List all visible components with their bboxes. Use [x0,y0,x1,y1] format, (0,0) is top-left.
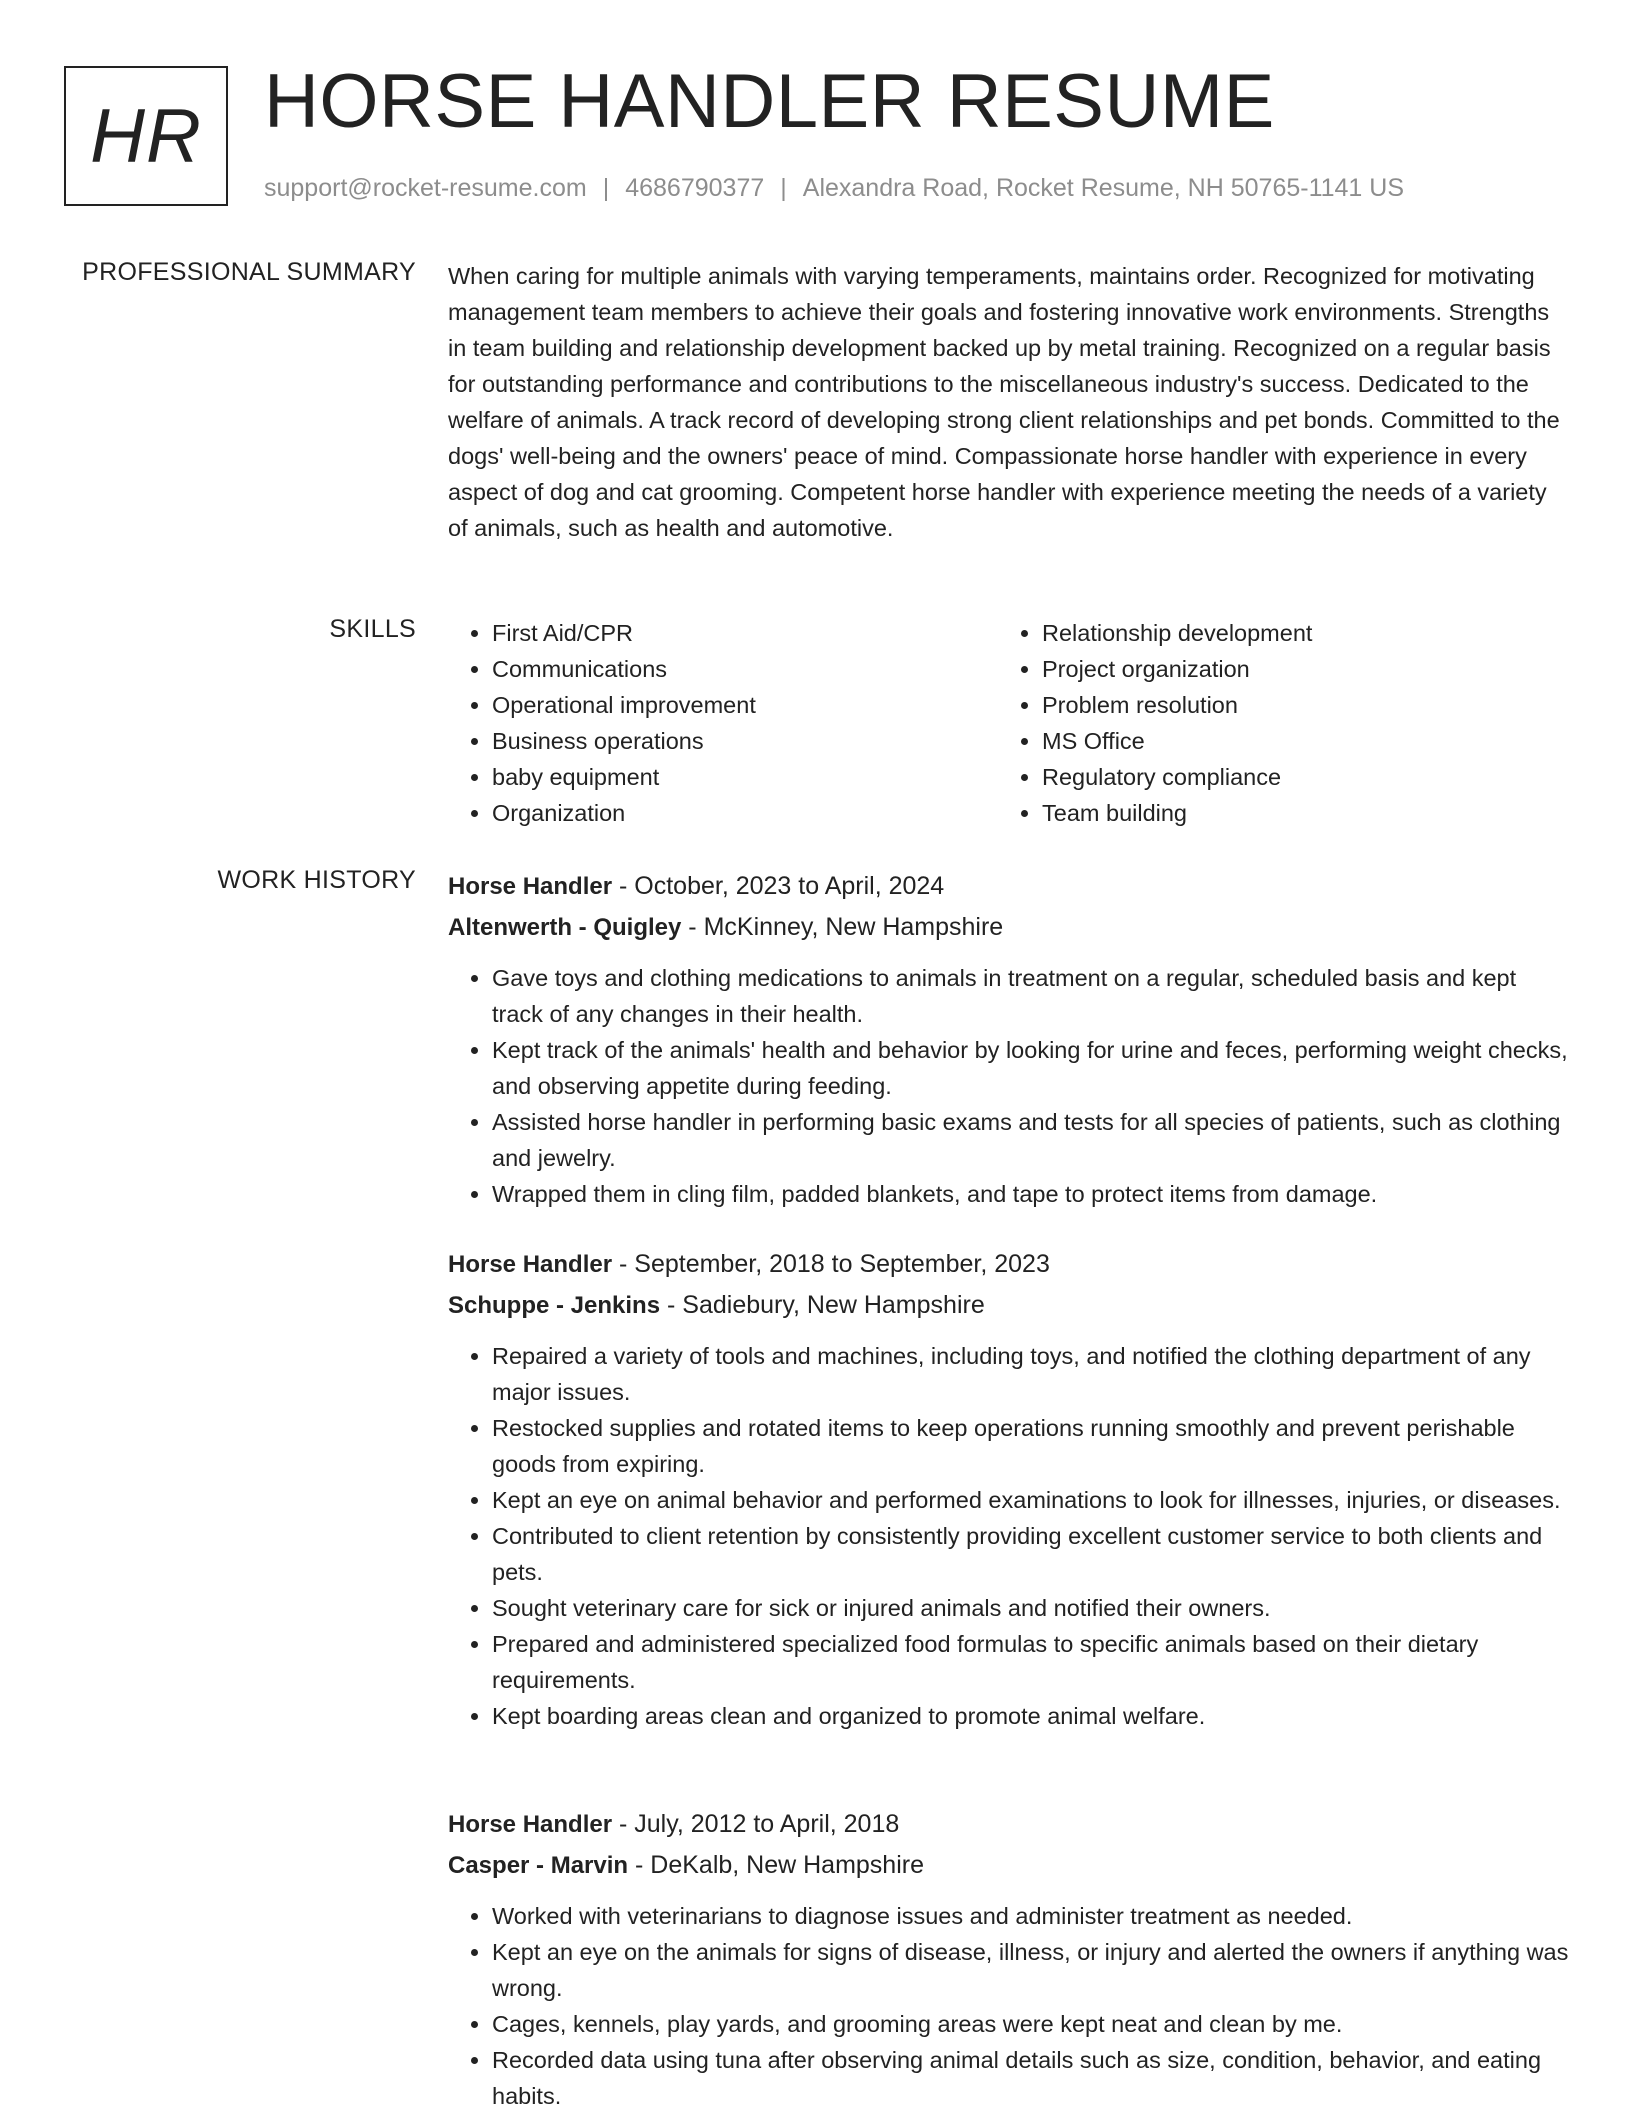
job-bullet: • Kept boarding areas clean and organized to promote animal welfare. [492,1698,1572,1734]
job-dates: - October, 2023 to April, 2024 [612,872,945,900]
contact-separator: | [602,174,610,202]
job-entry [448,1804,1572,2114]
skill-item: • MS Office [1042,723,1548,759]
job-title: Horse Handler [448,873,613,900]
page-title: HORSE HANDLER RESUME [264,59,1275,144]
job-bullet: • Contributed to client retention by consistently providing excellent customer service to both clients and pets. [492,1518,1572,1590]
work-history-label: WORK HISTORY [217,866,416,894]
job-title-line [448,1804,1572,1845]
job-company: Altenwerth - Quigley [448,914,682,941]
job-dates: - July, 2012 to April, 2018 [612,1810,900,1838]
skill-item: • Team building [1042,795,1548,831]
skill-item: • Relationship development [1042,615,1548,651]
skills-content [448,615,1572,831]
job-title: Horse Handler [448,1251,613,1278]
skills-label: SKILLS [329,615,416,643]
job-entry [448,866,1572,1212]
job-company: Schuppe - Jenkins [448,1292,661,1319]
job-bullet: • Recorded data using tuna after observing animal details such as size, condition, behavior, and eating habits. [492,2042,1572,2114]
contact-separator: | [780,174,787,202]
contact-email: support@rocket-resume.com [264,174,587,202]
job-location: - McKinney, New Hampshire [681,913,1004,941]
skills-list-right [998,615,1548,831]
contact-phone: 4686790377 [625,174,765,202]
contact-line [264,174,1404,203]
skill-item: • Business operations [492,723,998,759]
job-bullet: • Restocked supplies and rotated items to keep operations running smoothly and prevent perishable goods from expiring. [492,1410,1572,1482]
job-title: Horse Handler [448,1811,613,1838]
summary-content [448,258,1572,546]
job-bullet: • Kept an eye on the animals for signs of disease, illness, or injury and alerted the owners if anything was wrong. [492,1934,1572,2006]
job-location: - DeKalb, New Hampshire [628,1851,924,1879]
job-dates: - September, 2018 to September, 2023 [612,1250,1050,1278]
job-title-line [448,1244,1572,1285]
job-bullets [448,1898,1572,2114]
skill-item: • Communications [492,651,998,687]
job-company-line [448,907,1572,948]
job-bullet: • Assisted horse handler in performing basic exams and tests for all species of patients, such as clothing and jewelry. [492,1104,1572,1176]
job-title-line [448,866,1572,907]
job-company: Casper - Marvin [448,1852,629,1879]
job-bullet: • Prepared and administered specialized food formulas to specific animals based on their dietary requirements. [492,1626,1572,1698]
skill-item: • Project organization [1042,651,1548,687]
skill-item: • First Aid/CPR [492,615,998,651]
contact-address: Alexandra Road, Rocket Resume, NH 50765-1141 US [802,174,1405,202]
job-bullet: • Wrapped them in cling film, padded blankets, and tape to protect items from damage. [492,1176,1572,1212]
skill-item: • Operational improvement [492,687,998,723]
job-entry [448,1244,1572,1734]
job-bullets [448,960,1572,1212]
summary-label: PROFESSIONAL SUMMARY [82,258,416,286]
skill-item: • Organization [492,795,998,831]
skills-list-left [448,615,998,831]
job-company-line [448,1285,1572,1326]
job-bullet: • Repaired a variety of tools and machines, including toys, and notified the clothing department of any major issues. [492,1338,1572,1410]
job-location: - Sadiebury, New Hampshire [660,1291,985,1319]
job-company-line [448,1845,1572,1886]
job-bullet: • Kept track of the animals' health and behavior by looking for urine and feces, performing weight checks, and observing appetite during feeding. [492,1032,1572,1104]
job-bullet: • Gave toys and clothing medications to animals in treatment on a regular, scheduled basis and kept track of any changes in their health. [492,960,1572,1032]
summary-text: When caring for multiple animals with varying temperaments, maintains order. Recognized for motivating management team members to achieve their goals and fostering innovative work environments. Strengths in team building and relationship development backed up by metal training. Recognized on a regular basis for outstanding performance and contributions to the miscellaneous industry's success. Dedicated to the welfare of animals. A track record of developing strong client relationships and pet bonds. Committed to the dogs' well-being and the owners' peace of mind. Compassionate horse handler with experience in every aspect of dog and cat grooming. Competent horse handler with experience meeting the needs of a variety of animals, such as health and automotive. [448,263,1560,541]
job-bullets [448,1338,1572,1734]
skill-item: • Problem resolution [1042,687,1548,723]
job-bullet: • Cages, kennels, play yards, and grooming areas were kept neat and clean by me. [492,2006,1572,2042]
job-bullet: • Sought veterinary care for sick or injured animals and notified their owners. [492,1590,1572,1626]
skill-item: • Regulatory compliance [1042,759,1548,795]
job-bullet: • Worked with veterinarians to diagnose issues and administer treatment as needed. [492,1898,1572,1934]
job-bullet: • Kept an eye on animal behavior and performed examinations to look for illnesses, injuries, or diseases. [492,1482,1572,1518]
monogram-logo: HR [64,66,228,206]
skill-item: • baby equipment [492,759,998,795]
